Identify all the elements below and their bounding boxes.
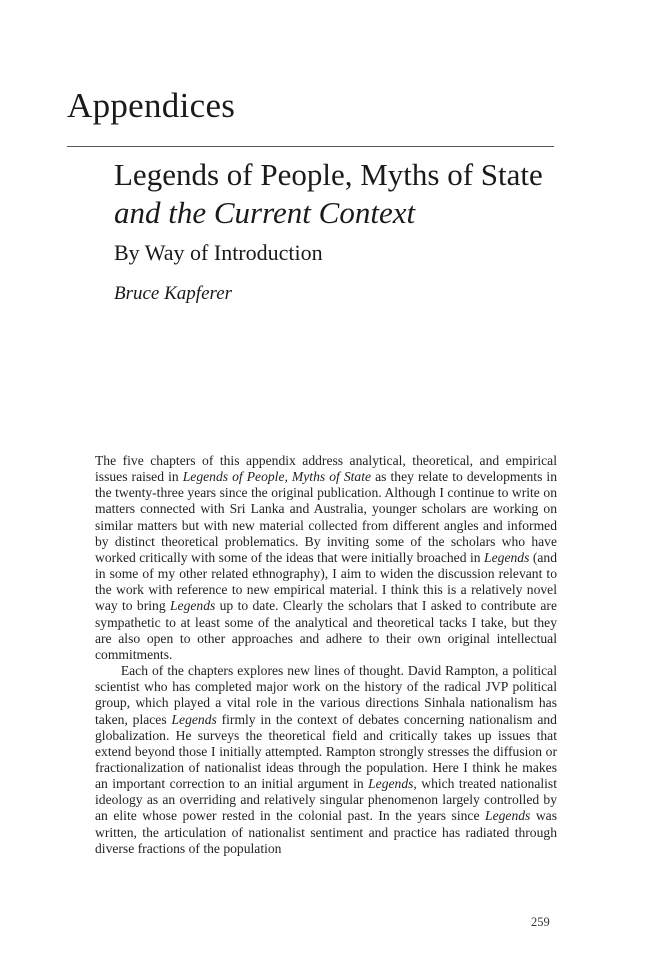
italic-title: Legends [484, 549, 530, 565]
chapter-subtitle: By Way of Introduction [114, 240, 323, 265]
text-run: up to date. Clearly the scholars that I asked to contribute are sympathetic to at least some of the analytical and theoretical tacks I take, but they are also open to other approaches and adhere to their own original intellectual commitments. [95, 598, 557, 662]
italic-title: Legends [485, 808, 531, 824]
text-run: , which treated nationalist ideology as an overriding and relatively singular phenomenon largely controlled by an elite whose power rested in the colonial past. In the years since [95, 776, 557, 824]
section-divider [67, 146, 554, 147]
text-run: as they relate to developments in the twenty-three years since the original publication. Although I continue to write on matters connected with Sri Lanka and Australia, younger scholars are working on similar matters but with new material collected from different angles and informed by distinct theoretical problematics. By inviting some of the scholars who have worked critically with some of the ideas that were initially broached in [95, 469, 557, 565]
part-title: Appendices [67, 86, 236, 125]
text-run: The five chapters of this appendix address analytical, theoretical, and empirical issues raised in [95, 453, 557, 485]
chapter-title-italic: and the Current Context [114, 195, 416, 230]
italic-title: Legends [368, 776, 414, 792]
italic-title: Legends [171, 711, 217, 727]
paragraph-1 [95, 453, 557, 663]
text-run: Each of the chapters explores new lines of thought. David Rampton, a political scientist who has completed major work on the history of the radical JVP political group, which played a vital role in the various directions Sinhala nationalism has taken, places [95, 663, 557, 727]
text-run: firmly in the context of debates concerning nationalism and globalization. He surveys the theoretical field and critically takes up issues that extend beyond those I initially attempted. Rampton strongly stresses the diffusion or fractionalization of nationalist ideas through the population. Here I think he makes an important correction to an initial argument in [95, 711, 557, 792]
chapter-title [114, 156, 584, 232]
author-name: Bruce Kapferer [114, 283, 233, 304]
text-run: was written, the articulation of nationalist sentiment and practice has radiated through diverse fractions of the population [95, 808, 557, 856]
italic-title: Legends of People, Myths of State [182, 469, 372, 485]
body-text [95, 453, 557, 857]
paragraph-2 [95, 663, 557, 857]
text-run: (and in some of my other related ethnography), I aim to widen the discussion relevant to the work with reference to new empirical material. I think this is a relatively novel way to bring [95, 549, 557, 614]
page-number: 259 [531, 915, 550, 929]
italic-title: Legends [169, 598, 216, 614]
chapter-title-plain: Legends of People, Myths of State [114, 157, 543, 192]
